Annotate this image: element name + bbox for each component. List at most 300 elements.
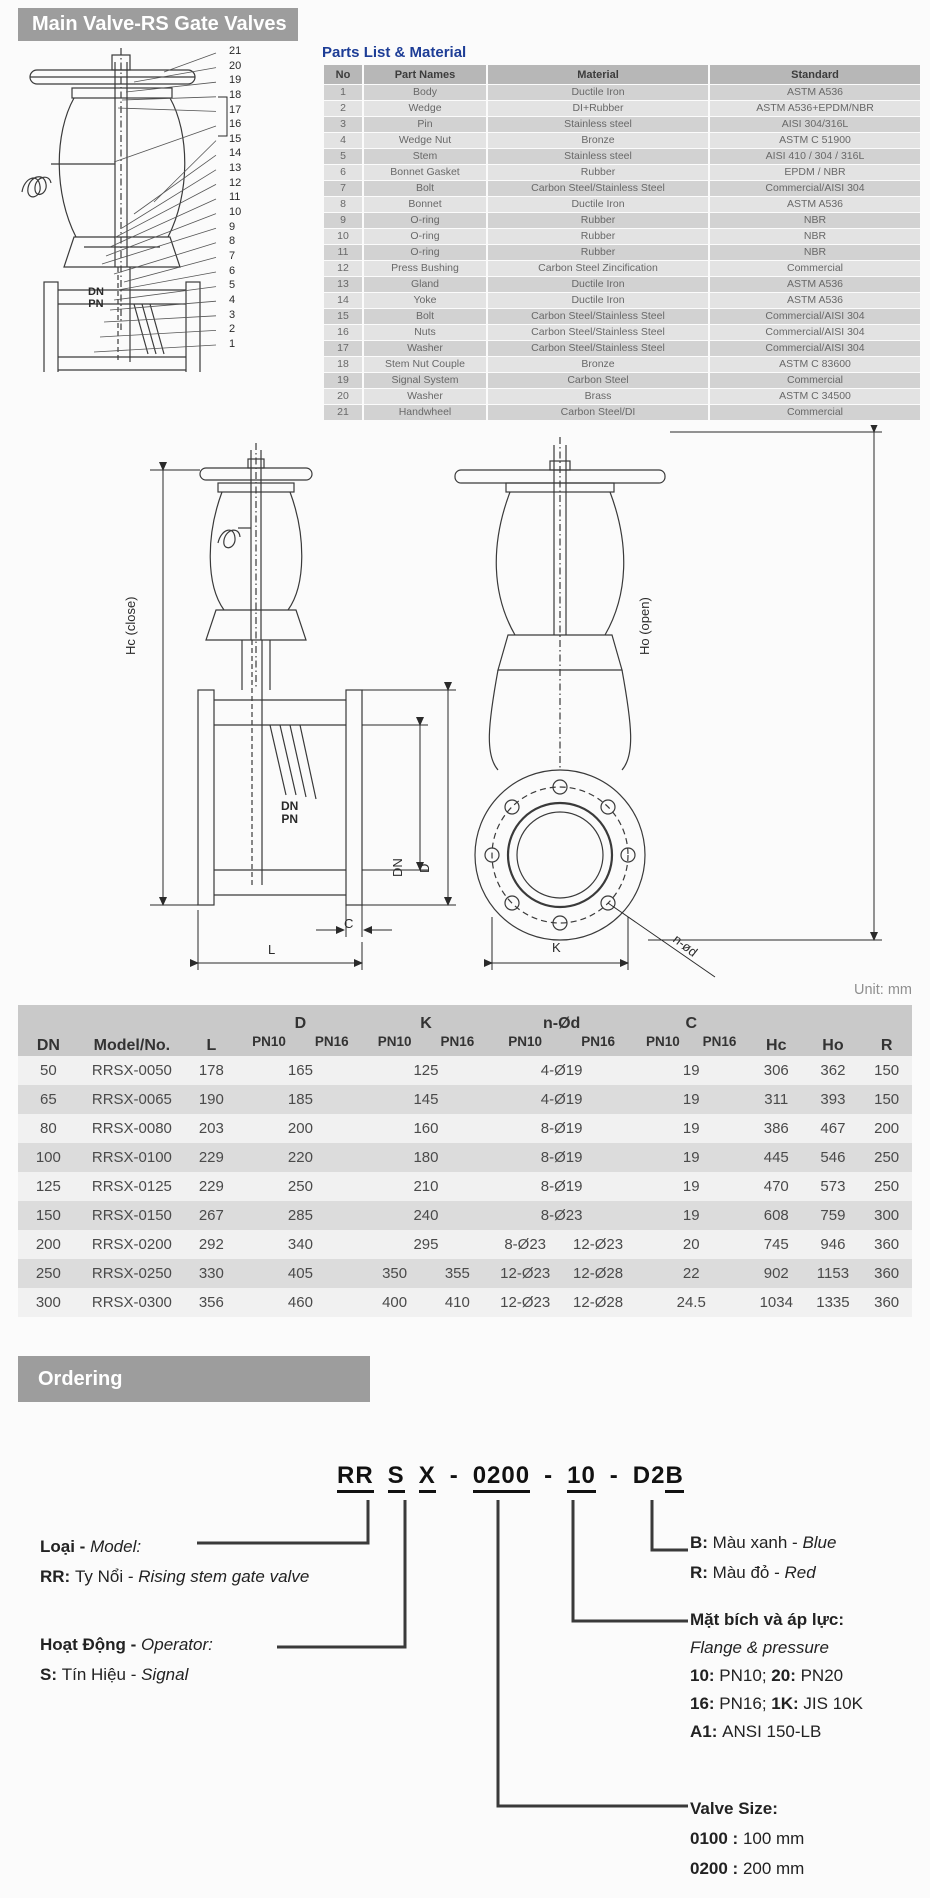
parts-cell: Commercial/AISI 304 — [710, 181, 920, 196]
d-dim-label: D — [417, 863, 432, 873]
callout-number: 11 — [229, 191, 241, 204]
dim-cell: 50 — [18, 1056, 79, 1085]
dim-cell: 12-Ø23 — [489, 1288, 562, 1317]
dim-header-cell: Ho — [805, 1005, 862, 1056]
dim-cell: 1335 — [805, 1288, 862, 1317]
parts-cell: NBR — [710, 245, 920, 260]
dim-cell: 608 — [748, 1201, 805, 1230]
callout-number: 18 — [229, 88, 242, 101]
dim-cell: 745 — [748, 1230, 805, 1259]
parts-cell: 20 — [324, 389, 362, 404]
dim-cell: 160 — [363, 1114, 489, 1143]
dim-header-cell: R — [861, 1005, 912, 1056]
k-dim-label: K — [552, 940, 561, 955]
legend-line — [40, 1660, 213, 1690]
parts-cell: Wedge Nut — [364, 133, 486, 148]
legend-segment: Ty Nổi - — [74, 1567, 139, 1586]
parts-cell: Yoke — [364, 293, 486, 308]
parts-cell: Commercial — [710, 373, 920, 388]
dimension-table — [18, 1005, 912, 1317]
dim-row — [18, 1230, 912, 1259]
parts-cell: 3 — [324, 117, 362, 132]
dim-cell: RRSX-0065 — [79, 1085, 185, 1114]
parts-cell: 5 — [324, 149, 362, 164]
legend-segment: 200 mm — [742, 1859, 805, 1878]
dim-header-cell: D — [238, 1005, 364, 1034]
dim-row — [18, 1056, 912, 1085]
callout-leader-line — [102, 228, 216, 264]
parts-row — [324, 357, 920, 372]
parts-row — [324, 277, 920, 292]
callout-number: 12 — [229, 176, 242, 189]
parts-cell: Stem — [364, 149, 486, 164]
legend-line — [690, 1824, 804, 1854]
callout-number: 14 — [229, 147, 242, 160]
dn-pn-label-drawing — [281, 800, 298, 826]
parts-row — [324, 373, 920, 388]
legend-line — [690, 1718, 863, 1746]
callout-leader-line — [114, 126, 216, 162]
legend-segment: Loại - — [40, 1537, 91, 1556]
dim-cell: 145 — [363, 1085, 489, 1114]
dim-cell: 445 — [748, 1143, 805, 1172]
dim-cell: RRSX-0100 — [79, 1143, 185, 1172]
parts-row — [324, 293, 920, 308]
callout-number: 2 — [229, 323, 236, 336]
diagram-callouts — [229, 46, 251, 350]
c-dim-label: C — [344, 916, 354, 931]
parts-row — [324, 261, 920, 276]
parts-cell: ASTM A536 — [710, 293, 920, 308]
legend-segment: 0200 : — [690, 1859, 743, 1878]
legend-line — [690, 1634, 863, 1662]
hc-close-label: Hc (close) — [123, 596, 138, 655]
parts-cell: Handwheel — [364, 405, 486, 420]
legend-segment: S: — [40, 1665, 62, 1684]
legend-segment: PN16; — [719, 1694, 772, 1713]
legend-line — [690, 1558, 836, 1588]
parts-header-cell: Material — [488, 65, 708, 84]
ho-open-label: Ho (open) — [637, 597, 652, 655]
legend-segment: B: — [690, 1533, 713, 1552]
legend-segment: 100 mm — [742, 1829, 805, 1848]
dim-cell: 220 — [238, 1143, 364, 1172]
dim-cell: 470 — [748, 1172, 805, 1201]
dim-cell: 19 — [635, 1085, 748, 1114]
dim-cell: 410 — [426, 1288, 489, 1317]
dim-cell: 240 — [363, 1201, 489, 1230]
dim-header-cell: Hc — [748, 1005, 805, 1056]
dim-cell: 20 — [635, 1230, 748, 1259]
parts-cell: Commercial/AISI 304 — [710, 341, 920, 356]
code-segment-part: X — [419, 1462, 436, 1493]
dim-cell: 362 — [805, 1056, 862, 1085]
legend-segment: 20: — [771, 1666, 801, 1685]
callout-leader-line — [114, 287, 216, 300]
dim-cell: 400 — [363, 1288, 426, 1317]
dim-header-row1 — [18, 1005, 912, 1034]
parts-cell: Gland — [364, 277, 486, 292]
dim-cell: RRSX-0300 — [79, 1288, 185, 1317]
legend-line — [40, 1630, 213, 1660]
dim-cell: 19 — [635, 1143, 748, 1172]
dim-cell: 300 — [861, 1201, 912, 1230]
dim-cell: RRSX-0250 — [79, 1259, 185, 1288]
dim-cell: 185 — [238, 1085, 364, 1114]
ordering-flange-legend — [690, 1606, 863, 1746]
parts-cell: Washer — [364, 341, 486, 356]
legend-segment: Hoạt Động - — [40, 1635, 142, 1654]
parts-cell: Stainless steel — [488, 117, 708, 132]
dim-cell: 125 — [18, 1172, 79, 1201]
parts-cell: ASTM C 83600 — [710, 357, 920, 372]
parts-cell: Commercial — [710, 405, 920, 420]
parts-cell: 18 — [324, 357, 362, 372]
parts-cell: Bronze — [488, 133, 708, 148]
dim-cell: 360 — [861, 1230, 912, 1259]
callout-number: 3 — [229, 308, 236, 321]
parts-cell: Bolt — [364, 181, 486, 196]
legend-segment: RR: — [40, 1567, 75, 1586]
parts-header-cell: Standard — [710, 65, 920, 84]
parts-cell: ASTM C 51900 — [710, 133, 920, 148]
code-segment-part: B — [665, 1462, 683, 1493]
parts-row — [324, 197, 920, 212]
legend-segment: Blue — [802, 1533, 837, 1552]
callout-number: 19 — [229, 74, 242, 87]
legend-segment: ANSI 150-LB — [722, 1722, 822, 1741]
parts-cell: Body — [364, 85, 486, 100]
dim-cell: 295 — [363, 1230, 489, 1259]
parts-cell: Ductile Iron — [488, 293, 708, 308]
parts-table-header — [324, 65, 920, 84]
dim-cell: 300 — [18, 1288, 79, 1317]
dim-cell: 350 — [363, 1259, 426, 1288]
dimension-drawings — [130, 425, 900, 980]
legend-segment: A1: — [690, 1722, 723, 1741]
legend-segment: Flange & pressure — [690, 1638, 829, 1657]
dim-row — [18, 1172, 912, 1201]
dim-cell: 229 — [185, 1172, 238, 1201]
dim-cell: 125 — [363, 1056, 489, 1085]
parts-row — [324, 405, 920, 420]
dimension-table-header — [18, 1005, 912, 1056]
dim-cell: 150 — [18, 1201, 79, 1230]
legend-segment: Red — [784, 1563, 816, 1582]
dim-cell: 8-Ø19 — [489, 1114, 635, 1143]
callout-number: 6 — [229, 264, 236, 277]
dim-cell: 902 — [748, 1259, 805, 1288]
dim-cell: 150 — [861, 1056, 912, 1085]
dim-cell: 360 — [861, 1288, 912, 1317]
parts-cell: O-ring — [364, 245, 486, 260]
parts-row — [324, 389, 920, 404]
dim-cell: 250 — [238, 1172, 364, 1201]
dim-cell: 250 — [861, 1172, 912, 1201]
legend-line — [690, 1528, 836, 1558]
code-segment-part: S — [388, 1462, 405, 1493]
parts-cell: Ductile Iron — [488, 277, 708, 292]
dim-cell: 340 — [238, 1230, 364, 1259]
callout-number: 4 — [229, 293, 236, 306]
parts-header-cell: No — [324, 65, 362, 84]
dim-cell: RRSX-0080 — [79, 1114, 185, 1143]
dim-cell: 386 — [748, 1114, 805, 1143]
parts-cell: Bolt — [364, 309, 486, 324]
parts-list-heading: Parts List & Material — [322, 44, 467, 61]
dim-cell: 19 — [635, 1056, 748, 1085]
dim-cell: 200 — [238, 1114, 364, 1143]
legend-segment: R: — [690, 1563, 713, 1582]
legend-segment: Màu đỏ - — [712, 1563, 785, 1582]
dim-cell: 4-Ø19 — [489, 1085, 635, 1114]
parts-cell: 21 — [324, 405, 362, 420]
parts-cell: Press Bushing — [364, 261, 486, 276]
parts-cell: 11 — [324, 245, 362, 260]
callout-number: 10 — [229, 206, 242, 219]
parts-cell: Carbon Steel/DI — [488, 405, 708, 420]
dim-cell: 355 — [426, 1259, 489, 1288]
dim-cell: 12-Ø23 — [489, 1259, 562, 1288]
dim-cell: 460 — [238, 1288, 364, 1317]
parts-cell: Stem Nut Couple — [364, 357, 486, 372]
dim-header-cell: n-Ød — [489, 1005, 635, 1034]
parts-cell: Bonnet Gasket — [364, 165, 486, 180]
parts-cell: Carbon Steel Zincification — [488, 261, 708, 276]
legend-segment: Tín Hiệu - — [61, 1665, 142, 1684]
dim-subheader-cell: PN16 — [300, 1034, 363, 1056]
legend-segment: Operator: — [141, 1635, 213, 1654]
parts-cell: Rubber — [488, 165, 708, 180]
dim-cell: 178 — [185, 1056, 238, 1085]
dn-dim-label: DN — [390, 858, 405, 877]
dim-cell: 467 — [805, 1114, 862, 1143]
legend-segment: Model: — [90, 1537, 142, 1556]
parts-cell: Bronze — [488, 357, 708, 372]
ordering-size-legend — [690, 1794, 804, 1884]
callout-leader-line — [106, 214, 216, 256]
legend-segment: JIS 10K — [803, 1694, 863, 1713]
callout-number: 5 — [229, 279, 236, 292]
code-segment-part: - — [449, 1462, 459, 1489]
callout-number: 8 — [229, 235, 236, 248]
parts-cell: Nuts — [364, 325, 486, 340]
ordering-heading: Ordering — [18, 1356, 370, 1402]
parts-cell: 10 — [324, 229, 362, 244]
dim-cell: 210 — [363, 1172, 489, 1201]
parts-cell: Ductile Iron — [488, 85, 708, 100]
page-title: Main Valve-RS Gate Valves — [18, 8, 298, 41]
legend-line — [690, 1690, 863, 1718]
callout-leader-line — [114, 184, 216, 238]
dim-cell: 311 — [748, 1085, 805, 1114]
parts-cell: 19 — [324, 373, 362, 388]
dim-cell: 356 — [185, 1288, 238, 1317]
parts-cell: Carbon Steel/Stainless Steel — [488, 341, 708, 356]
dim-header-cell: L — [185, 1005, 238, 1056]
parts-cell: 12 — [324, 261, 362, 276]
parts-row — [324, 229, 920, 244]
parts-cell: Rubber — [488, 229, 708, 244]
parts-cell: 1 — [324, 85, 362, 100]
parts-cell: NBR — [710, 213, 920, 228]
legend-segment: 16: — [690, 1694, 720, 1713]
dim-cell: 19 — [635, 1201, 748, 1230]
dim-cell: 8-Ø19 — [489, 1143, 635, 1172]
dim-cell: 180 — [363, 1143, 489, 1172]
dim-cell: 8-Ø19 — [489, 1172, 635, 1201]
callout-number: 1 — [229, 337, 236, 350]
dim-cell: 150 — [861, 1085, 912, 1114]
parts-cell: Pin — [364, 117, 486, 132]
callout-number: 20 — [229, 59, 242, 72]
parts-cell: Commercial/AISI 304 — [710, 309, 920, 324]
parts-cell: Carbon Steel — [488, 373, 708, 388]
valve-section-diagram — [14, 42, 310, 372]
legend-segment: 0100 : — [690, 1829, 743, 1848]
parts-row — [324, 341, 920, 356]
legend-line — [40, 1532, 309, 1562]
parts-cell: DI+Rubber — [488, 101, 708, 116]
parts-row — [324, 101, 920, 116]
dim-header-cell: DN — [18, 1005, 79, 1056]
dim-cell: 250 — [861, 1143, 912, 1172]
parts-cell: Stainless steel — [488, 149, 708, 164]
code-segment-part: - — [609, 1462, 619, 1489]
parts-cell: Commercial — [710, 261, 920, 276]
callout-number: 15 — [229, 132, 242, 145]
dn-pn-label — [88, 286, 104, 310]
parts-cell: Bonnet — [364, 197, 486, 212]
dim-subheader-cell: PN16 — [691, 1034, 748, 1056]
l-dim-label: L — [268, 942, 276, 957]
pn-label: PN — [88, 298, 104, 310]
parts-cell: AISI 304/316L — [710, 117, 920, 132]
dim-cell: RRSX-0150 — [79, 1201, 185, 1230]
callout-number: 17 — [229, 103, 242, 116]
parts-cell: 15 — [324, 309, 362, 324]
dim-cell: 165 — [238, 1056, 364, 1085]
dim-subheader-cell: PN10 — [489, 1034, 562, 1056]
parts-cell: NBR — [710, 229, 920, 244]
dim-cell: 19 — [635, 1172, 748, 1201]
code-segment-part: D2 — [632, 1462, 666, 1489]
ordering-operator-legend — [40, 1630, 213, 1690]
dim-subheader-cell: PN16 — [426, 1034, 489, 1056]
parts-row — [324, 133, 920, 148]
parts-cell: 9 — [324, 213, 362, 228]
dim-row — [18, 1143, 912, 1172]
dim-cell: 267 — [185, 1201, 238, 1230]
dim-cell: 24.5 — [635, 1288, 748, 1317]
callout-leader-line — [124, 257, 216, 282]
code-segment-part: - — [544, 1462, 554, 1489]
parts-cell: 13 — [324, 277, 362, 292]
dim-cell: 12-Ø28 — [562, 1288, 635, 1317]
dn-label: DN — [281, 799, 299, 813]
parts-cell: Signal System — [364, 373, 486, 388]
legend-segment: Mặt bích và áp lực: — [690, 1610, 845, 1629]
legend-segment: 10: — [690, 1666, 720, 1685]
dim-cell: 200 — [18, 1230, 79, 1259]
code-segment-part: RR — [337, 1462, 374, 1493]
legend-segment: 1K: — [771, 1694, 804, 1713]
parts-cell: Washer — [364, 389, 486, 404]
legend-segment: PN10; — [719, 1666, 772, 1685]
dim-subheader-cell: PN16 — [562, 1034, 635, 1056]
callout-number: 7 — [229, 249, 236, 262]
parts-cell: 17 — [324, 341, 362, 356]
legend-line — [690, 1662, 863, 1690]
parts-row — [324, 181, 920, 196]
dim-cell: 393 — [805, 1085, 862, 1114]
parts-cell: ASTM A536+EPDM/NBR — [710, 101, 920, 116]
callout-number: 21 — [229, 45, 242, 57]
dim-cell: 306 — [748, 1056, 805, 1085]
parts-cell: Wedge — [364, 101, 486, 116]
dim-cell: RRSX-0125 — [79, 1172, 185, 1201]
dim-header-cell: C — [635, 1005, 748, 1034]
callout-leader-line — [104, 316, 216, 322]
dim-cell: 330 — [185, 1259, 238, 1288]
callout-number: 9 — [229, 220, 236, 233]
parts-cell: 16 — [324, 325, 362, 340]
code-segment-part: 0200 — [473, 1462, 530, 1493]
parts-cell: Commercial/AISI 304 — [710, 325, 920, 340]
dim-cell: 190 — [185, 1085, 238, 1114]
parts-cell: 2 — [324, 101, 362, 116]
parts-cell: Rubber — [488, 245, 708, 260]
parts-cell: ASTM A536 — [710, 197, 920, 212]
dim-header-cell: Model/No. — [79, 1005, 185, 1056]
ordering-color-legend — [690, 1528, 836, 1588]
dim-row — [18, 1259, 912, 1288]
dim-header-cell: K — [363, 1005, 489, 1034]
parts-cell: Rubber — [488, 213, 708, 228]
parts-table — [322, 64, 922, 421]
parts-cell: Carbon Steel/Stainless Steel — [488, 181, 708, 196]
dim-cell: 1034 — [748, 1288, 805, 1317]
parts-cell: AISI 410 / 304 / 316L — [710, 149, 920, 164]
legend-line — [690, 1854, 804, 1884]
callout-leader-line — [118, 272, 216, 290]
parts-cell: ASTM C 34500 — [710, 389, 920, 404]
dim-cell: 19 — [635, 1114, 748, 1143]
parts-row — [324, 309, 920, 324]
parts-cell: O-ring — [364, 229, 486, 244]
parts-cell: Ductile Iron — [488, 197, 708, 212]
dim-subheader-cell: PN10 — [238, 1034, 301, 1056]
parts-row — [324, 213, 920, 228]
dim-cell: 22 — [635, 1259, 748, 1288]
dn-label: DN — [88, 286, 104, 298]
parts-cell: 7 — [324, 181, 362, 196]
dim-cell: 4-Ø19 — [489, 1056, 635, 1085]
dim-cell: 946 — [805, 1230, 862, 1259]
dim-cell: 100 — [18, 1143, 79, 1172]
legend-line — [690, 1794, 804, 1824]
parts-cell: ASTM A536 — [710, 85, 920, 100]
dim-cell: 360 — [861, 1259, 912, 1288]
callout-leader-line — [118, 108, 216, 111]
ordering-model-legend — [40, 1532, 309, 1592]
parts-row — [324, 117, 920, 132]
dim-cell: RRSX-0200 — [79, 1230, 185, 1259]
pn-label: PN — [281, 812, 298, 826]
dim-cell: 573 — [805, 1172, 862, 1201]
parts-cell: 6 — [324, 165, 362, 180]
dim-cell: 203 — [185, 1114, 238, 1143]
